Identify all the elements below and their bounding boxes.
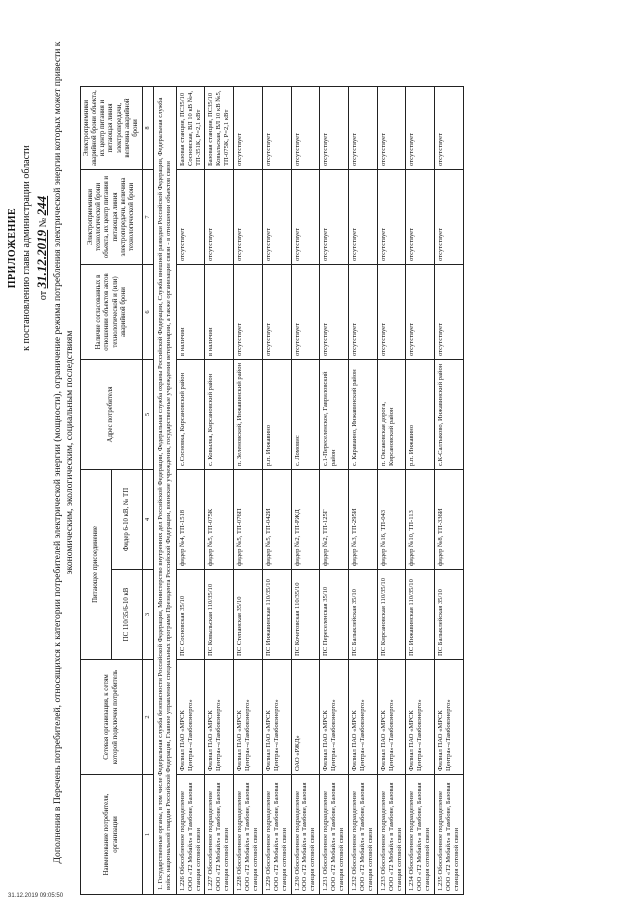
number-label: № (38, 217, 49, 228)
table-row (377, 87, 406, 895)
substation-cell: ПС Инжавинская 110/35/10 (406, 570, 435, 660)
address-cell: р.п. Инжавино (262, 360, 291, 470)
emergency-reserve-cell: отсутствует (320, 87, 349, 170)
address-cell: п. Зеленовский, Инжавинский район (234, 360, 263, 470)
table-row (320, 87, 349, 895)
column-number: 6 (143, 265, 154, 360)
feeder-cell: фидер №3, ТП-295И (349, 470, 378, 570)
substation-cell: ПС Кирсановская 110/35/10 (377, 570, 406, 660)
reserve-acts-cell: отсутствует (435, 265, 464, 360)
feeder-cell: фидер №2, ТП-125Г (320, 470, 349, 570)
consumer-name-cell: 1.233 Обособленное подразделение ООО «Т2 Мобайл» в Тамбове, Базовая станция сотовой связи (377, 775, 406, 895)
address-cell: с. Ковылка, Кирсановский район (205, 360, 234, 470)
substation-cell: ПС Инжавинская 110/35/10 (262, 570, 291, 660)
address-cell: с. Караваино, Инжавинский район (349, 360, 378, 470)
header-reserve-acts: Наличие согласованных в отношении объектов актов технологической и (или) аварийной брони (81, 265, 143, 360)
grid-organization-cell: Филиал ПАО «МРСК Центра»-«Тамбовэнерго» (320, 660, 349, 775)
feeder-cell: фидер №2, ТП-РЖД (291, 470, 320, 570)
technological-reserve-cell: отсутствует (377, 170, 406, 265)
grid-organization-cell: Филиал ПАО «МРСК Центра»-«Тамбовэнерго» (234, 660, 263, 775)
reserve-acts-cell: в наличии (176, 265, 205, 360)
header-feeder: Фидер 6-10 кВ, № ТП (112, 470, 143, 570)
technological-reserve-cell: отсутствует (205, 170, 234, 265)
from-label: от (38, 290, 49, 301)
grid-organization-cell: Филиал ПАО «МРСК Центра»-«Тамбовэнерго» (176, 660, 205, 775)
consumer-name-cell: 1.230 Обособленное подразделение ООО «Т2 Мобайл» в Тамбове, Базовая станция сотовой связи (291, 775, 320, 895)
reserve-acts-cell: отсутствует (320, 265, 349, 360)
header-substation: ПС 110/35/6-10 кВ (112, 570, 143, 660)
column-number: 2 (143, 660, 154, 775)
address-cell: р.п. Инжавино (406, 360, 435, 470)
section-heading: 1. Государственные органы, в том числе Федеральная служба безопасности Российской Федерации, Министерство внутренних дел Российской Федерации, Федеральная служба охраны Российской Федерации, Служба внешней разведки Российской Федерации, Федеральная служба войск национальной гвардии Российской Федерации, Главное управление специальных программ Президента Российской Федерации, воинские учреждения, государственные учреждения ветеринарии, а также организации связи - в отношении объектов связи (153, 87, 176, 895)
table-row (234, 87, 263, 895)
consumer-name-cell: 1.228 Обособленное подразделение ООО «Т2 Мобайл» в Тамбове, Базовая станция сотовой связи (234, 775, 263, 895)
substation-cell: ПС Переселенская 35/10 (320, 570, 349, 660)
consumer-name-cell: 1.226 Обособленное подразделение ООО «Т2 Мобайл» в Тамбове, Базовая станция сотовой связи (176, 775, 205, 895)
reserve-acts-cell: отсутствует (291, 265, 320, 360)
technological-reserve-cell: отсутствует (349, 170, 378, 265)
column-number: 8 (143, 87, 154, 170)
print-timestamp: 31.12.2019 09:05:50 (8, 893, 64, 899)
document-title: Дополнения в Перечень потребителей, относящихся к категории потребителей электрической энергии (мощности), ограничение режима потребления электрической энергии которых может привести к экономическим, экологическим, социальным последствиям (52, 41, 76, 864)
consumer-name-cell: 1.234 Обособленное подразделение ООО «Т2 Мобайл» в Тамбове, Базовая станция сотовой связи (406, 775, 435, 895)
address-cell: с.Сосновка, Кирсановский район (176, 360, 205, 470)
feeder-cell: фидер №5, ТП-076П (234, 470, 263, 570)
emergency-reserve-cell: отсутствует (406, 87, 435, 170)
grid-organization-cell: Филиал ПАО «МРСК Центра»-«Тамбовэнерго» (406, 660, 435, 775)
grid-organization-cell: ОАО «РЖД» (291, 660, 320, 775)
grid-organization-cell: Филиал ПАО «МРСК Центра»-«Тамбовэнерго» (377, 660, 406, 775)
header-technological-reserve: Электроприемники технологической брони объекта, их центр питания и питающая линия электропередачи, величина технологической брони (81, 170, 143, 265)
technological-reserve-cell: отсутствует (320, 170, 349, 265)
emergency-reserve-cell: Базовая станция, ПС35/10 Сосновская, ВЛ 10 кВ №4, ТП-351К, Р=2,1 кВт (176, 87, 205, 170)
feeder-cell: фидер №10, ТП-113 (406, 470, 435, 570)
substation-cell: ПС Балыклейская 35/10 (349, 570, 378, 660)
table-body (176, 87, 463, 895)
emergency-reserve-cell: отсутствует (234, 87, 263, 170)
appendix-title: ПРИЛОЖЕНИЕ (7, 207, 18, 289)
emergency-reserve-cell: отсутствует (349, 87, 378, 170)
consumer-name-cell: 1.229 Обособленное подразделение ООО «Т2 Мобайл» в Тамбове, Базовая станция сотовой связи (262, 775, 291, 895)
table-row (176, 87, 205, 895)
header-consumer-name: Наименование потребителя, организации (81, 775, 143, 895)
emergency-reserve-cell: отсутствует (262, 87, 291, 170)
consumers-table (80, 86, 464, 895)
table-row (262, 87, 291, 895)
feeder-cell: фидер №8, ТП-336И (435, 470, 464, 570)
feeder-cell: фидер №16, ТП-043 (377, 470, 406, 570)
feeder-cell: фидер №5, ТП-042И (262, 470, 291, 570)
address-cell: п. Оксаковская дорога, Кирсановский район (377, 360, 406, 470)
reserve-acts-cell: отсутствует (349, 265, 378, 360)
header-emergency-reserve: Электроприемники аварийной брони объекта, их центр питания и питающая линия электропередачи, величина аварийной брони (81, 87, 143, 170)
grid-organization-cell: Филиал ПАО «МРСК Центра»-«Тамбовэнерго» (262, 660, 291, 775)
feeder-cell: фидер №5, ТП-075К (205, 470, 234, 570)
technological-reserve-cell: отсутствует (262, 170, 291, 265)
consumer-name-cell: 1.235 Обособленное подразделение ООО «Т2 Мобайл» в Тамбове, Базовая станция сотовой связи (435, 775, 464, 895)
substation-cell: ПС Балыклейская 35/10 (435, 570, 464, 660)
substation-cell: ПС Ковыльская 110/35/10 (205, 570, 234, 660)
consumer-name-cell: 1.232 Обособленное подразделение ООО «Т2 Мобайл» в Тамбове, Базовая станция сотовой связи (349, 775, 378, 895)
appendix-subtitle: к постановлению главы администрации области (20, 145, 32, 351)
header-power-connection: Питающее присоединение (81, 470, 112, 660)
reserve-acts-cell: отсутствует (377, 265, 406, 360)
feeder-cell: фидер №4, ТП-1518 (176, 470, 205, 570)
consumer-name-cell: 1.231 Обособленное подразделение ООО «Т2 Мобайл» в Тамбове, Базовая станция сотовой связи (320, 775, 349, 895)
reserve-acts-cell: отсутствует (406, 265, 435, 360)
resolution-number: 244 (34, 195, 49, 216)
table-row (406, 87, 435, 895)
emergency-reserve-cell: отсутствует (377, 87, 406, 170)
technological-reserve-cell: отсутствует (435, 170, 464, 265)
table-row (291, 87, 320, 895)
technological-reserve-cell: отсутствует (176, 170, 205, 265)
appendix-header (6, 88, 51, 408)
table-row (349, 87, 378, 895)
emergency-reserve-cell: отсутствует (435, 87, 464, 170)
header-grid-organization: Сетевая организация, к сетям которой подключен потребитель (81, 660, 143, 775)
emergency-reserve-cell: отсутствует (291, 87, 320, 170)
column-number: 3 (143, 570, 154, 660)
address-cell: с.К-Салтыково, Инжавинский район (435, 360, 464, 470)
emergency-reserve-cell: Базовая станция, ПС35/10 Ковыльская, ВЛ 10 кВ №5, ТП-075К, Р=2,1 кВт (205, 87, 234, 170)
column-number: 4 (143, 470, 154, 570)
consumer-name-cell: 1.227 Обособленное подразделение ООО «Т2 Мобайл» в Тамбове, Базовая станция сотовой связи (205, 775, 234, 895)
substation-cell: ПС Сосновская 35/10 (176, 570, 205, 660)
technological-reserve-cell: отсутствует (234, 170, 263, 265)
reserve-acts-cell: в наличии (205, 265, 234, 360)
table-row (205, 87, 234, 895)
table-row (435, 87, 464, 895)
reserve-acts-cell: отсутствует (234, 265, 263, 360)
grid-organization-cell: Филиал ПАО «МРСК Центра»-«Тамбовэнерго» (435, 660, 464, 775)
column-number: 1 (143, 775, 154, 895)
grid-organization-cell: Филиал ПАО «МРСК Центра»-«Тамбовэнерго» (349, 660, 378, 775)
technological-reserve-cell: отсутствует (406, 170, 435, 265)
appendix-date-line (33, 88, 51, 408)
address-cell: с. Ломовис (291, 360, 320, 470)
substation-cell: ПС Степанская 35/10 (234, 570, 263, 660)
column-number: 5 (143, 360, 154, 470)
column-number-row (143, 87, 154, 895)
column-number: 7 (143, 170, 154, 265)
resolution-date: 31.12.2019 (34, 229, 49, 289)
header-consumer-address: Адрес потребителя (81, 360, 143, 470)
address-cell: с.1-Переселенское, Гавриловский район (320, 360, 349, 470)
grid-organization-cell: Филиал ПАО «МРСК Центра»-«Тамбовэнерго» (205, 660, 234, 775)
technological-reserve-cell: отсутствует (291, 170, 320, 265)
reserve-acts-cell: отсутствует (262, 265, 291, 360)
substation-cell: ПС Кочетовская 110/35/10 (291, 570, 320, 660)
